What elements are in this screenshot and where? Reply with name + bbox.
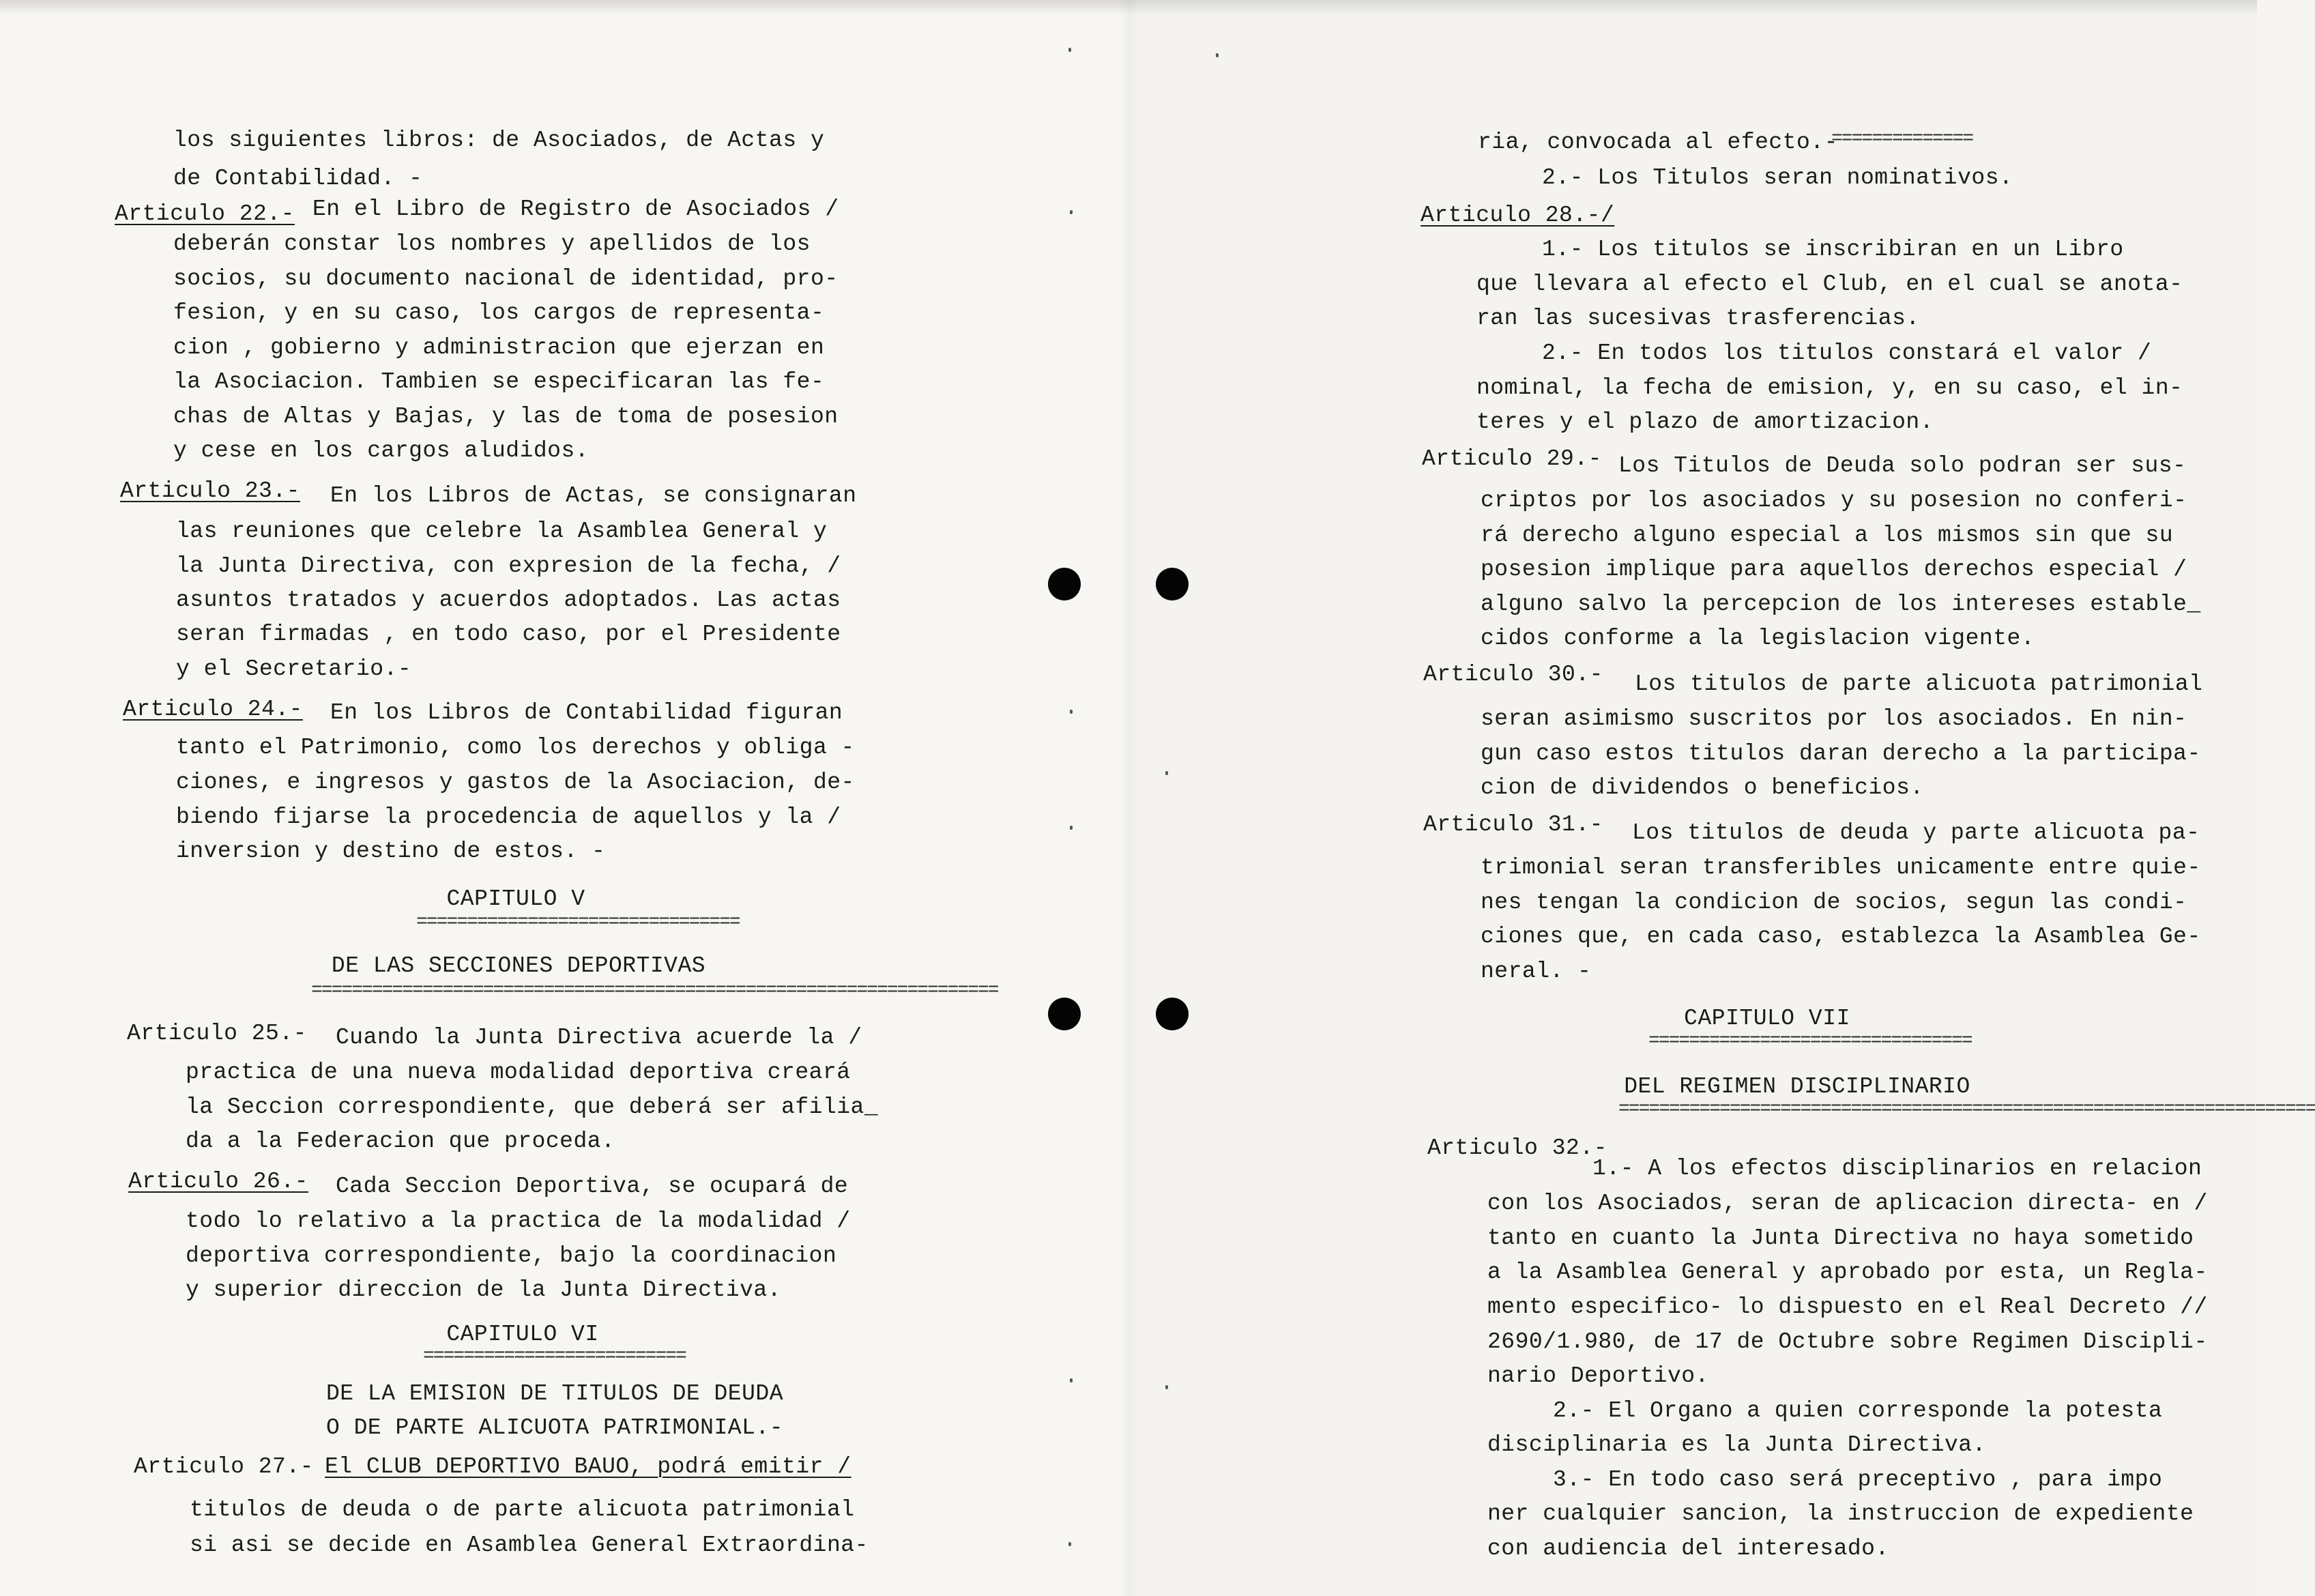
text-line: cion de dividendos o beneficios. — [1481, 775, 1924, 800]
text-line: biendo fijarse la procedencia de aquellos y la / — [176, 804, 841, 830]
text-line: ria, convocada al efecto.- — [1478, 130, 1838, 155]
text-line: En el Libro de Registro de Asociados / — [312, 197, 839, 222]
text-line: a la Asamblea General y aprobado por esta, un Regla- — [1487, 1260, 2208, 1285]
punch-hole — [1048, 568, 1081, 600]
scan-speck — [1070, 710, 1073, 714]
text-line: socios, su documento nacional de identidad, pro- — [173, 266, 839, 291]
text-line: practica de una nueva modalidad deportiva creará — [186, 1060, 851, 1085]
text-line: da a la Federacion que proceda. — [186, 1129, 615, 1154]
scan-speck — [1070, 826, 1073, 830]
text-line: Los titulos de deuda y parte alicuota pa- — [1632, 820, 2200, 845]
text-line: Cuando la Junta Directiva acuerde la / — [336, 1025, 862, 1050]
text-line: titulos de deuda o de parte alicuota patrimonial — [190, 1497, 855, 1522]
text-line: tanto en cuanto la Junta Directiva no haya sometido — [1487, 1225, 2194, 1251]
text-line: las reuniones que celebre la Asamblea General y — [176, 519, 828, 544]
article-label: Articulo 31.- — [1423, 812, 1603, 837]
chapter-title: DE LA EMISION DE TITULOS DE DEUDA — [326, 1381, 784, 1406]
text-line: En los Libros de Actas, se consignaran — [330, 483, 857, 508]
text-line: criptos por los asociados y su posesion no conferi- — [1481, 488, 2187, 513]
text-line: teres y el plazo de amortizacion. — [1476, 409, 1934, 435]
heading-rule: ========================== — [423, 1346, 686, 1367]
article-label: Articulo 29.- — [1422, 446, 1602, 471]
text-line: posesion implique para aquellos derechos especial / — [1481, 557, 2187, 582]
article-label: Articulo 30.- — [1423, 662, 1603, 687]
text-line: ner cualquier sancion, la instruccion de expediente — [1487, 1501, 2194, 1526]
text-line: asuntos tratados y acuerdos adoptados. Las actas — [176, 587, 841, 613]
heading-rule: ===================================================================== — [1618, 1099, 2315, 1120]
text-line: cion , gobierno y administracion que ejerzan en — [173, 335, 825, 360]
text-line: si asi se decide en Asamblea General Extraordina- — [190, 1533, 869, 1558]
chapter-heading: CAPITULO V — [446, 886, 585, 912]
text-line: nario Deportivo. — [1487, 1363, 1709, 1389]
text-line: nes tengan la condicion de socios, segun las condi- — [1481, 890, 2187, 915]
text-line: En los Libros de Contabilidad figuran — [330, 700, 843, 725]
text-line: inversion y destino de estos. - — [176, 839, 606, 864]
article-label: Articulo 26.- — [128, 1169, 308, 1194]
chapter-title: DE LAS SECCIONES DEPORTIVAS — [331, 953, 706, 978]
article-label: Articulo 32.- — [1427, 1135, 1607, 1161]
article-label: Articulo 25.- — [127, 1021, 307, 1046]
punch-hole — [1156, 568, 1189, 600]
text-line: deberán constar los nombres y apellidos de los — [173, 231, 811, 257]
text-line: de Contabilidad. - — [173, 166, 423, 191]
text-line: ciones que, en cada caso, establezca la Asamblea Ge- — [1481, 924, 2201, 949]
heading-rule: ================================ — [416, 912, 740, 933]
text-line: nominal, la fecha de emision, y, en su caso, el in- — [1476, 375, 2183, 401]
scan-speck — [1070, 210, 1073, 214]
scan-speck — [1216, 53, 1219, 57]
text-line: con audiencia del interesado. — [1487, 1536, 1889, 1561]
text-line: neral. - — [1481, 959, 1592, 984]
text-line: mento especifico- lo dispuesto en el Real Decreto // — [1487, 1294, 2208, 1320]
text-line: la Asociacion. Tambien se especificaran las fe- — [173, 369, 825, 394]
text-line: y superior direccion de la Junta Directiva. — [186, 1277, 782, 1303]
text-line: 2.- El Organo a quien corresponde la potesta — [1553, 1398, 2163, 1423]
text-line: deportiva correspondiente, bajo la coordinacion — [186, 1243, 837, 1268]
text-line: alguno salvo la percepcion de los intereses estable_ — [1481, 592, 2201, 617]
text-line: los siguientes libros: de Asociados, de Actas y — [173, 128, 825, 153]
article-label: Articulo 24.- — [123, 697, 303, 722]
text-line: 3.- En todo caso será preceptivo , para impo — [1553, 1467, 2163, 1492]
chapter-title: DEL REGIMEN DISCIPLINARIO — [1624, 1074, 1970, 1099]
text-line: y cese en los cargos aludidos. — [173, 438, 589, 463]
text-line: tanto el Patrimonio, como los derechos y obliga - — [176, 735, 855, 760]
text-line: 1.- Los titulos se inscribiran en un Libro — [1542, 237, 2124, 262]
text-line: gun caso estos titulos daran derecho a la participa- — [1481, 741, 2201, 766]
text-line: seran asimismo suscritos por los asociados. En nin- — [1481, 706, 2187, 731]
text-line: la Junta Directiva, con expresion de la fecha, / — [176, 553, 841, 579]
text-line: rá derecho alguno especial a los mismos sin que su — [1481, 523, 2174, 548]
text-line: Los titulos de parte alicuota patrimonial — [1635, 671, 2203, 697]
scan-speck — [1165, 1385, 1168, 1389]
chapter-heading: CAPITULO VII — [1684, 1006, 1850, 1031]
text-line: fesion, y en su caso, los cargos de representa- — [173, 300, 825, 325]
scan-speck — [1068, 48, 1071, 52]
text-line: todo lo relativo a la practica de la modalidad / — [186, 1208, 851, 1234]
article-label: Articulo 27.- — [134, 1454, 314, 1479]
chapter-title: O DE PARTE ALICUOTA PATRIMONIAL.- — [326, 1415, 784, 1440]
article-label: Articulo 28.-/ — [1421, 203, 1615, 228]
scan-speck — [1070, 1378, 1073, 1382]
text-line: 2.- Los Titulos seran nominativos. — [1542, 165, 2013, 190]
text-line: Cada Seccion Deportiva, se ocupará de — [336, 1174, 849, 1199]
text-line: El CLUB DEPORTIVO BAUO, podrá emitir / — [325, 1454, 851, 1479]
text-line: con los Asociados, seran de aplicacion directa- en / — [1487, 1191, 2208, 1216]
article-label: Articulo 22.- — [115, 201, 295, 227]
text-line: 1.- A los efectos disciplinarios en relacion — [1592, 1156, 2202, 1181]
text-line: chas de Altas y Bajas, y las de toma de posesion — [173, 404, 839, 429]
text-line: Los Titulos de Deuda solo podran ser sus- — [1618, 453, 2187, 478]
dashed-rule: ============== — [1831, 128, 1973, 149]
page-fold — [1119, 0, 1138, 1596]
chapter-heading: CAPITULO VI — [446, 1322, 599, 1347]
heading-rule: ==================================================================== — [311, 980, 998, 1001]
text-line: que llevara al efecto el Club, en el cual se anota- — [1476, 272, 2183, 297]
text-line: 2.- En todos los titulos constará el valor / — [1542, 340, 2152, 366]
text-line: disciplinaria es la Junta Directiva. — [1487, 1432, 1986, 1457]
text-line: trimonial seran transferibles unicamente entre quie- — [1481, 855, 2201, 880]
text-line: 2690/1.980, de 17 de Octubre sobre Regimen Discipli- — [1487, 1329, 2208, 1354]
heading-rule: ================================ — [1648, 1030, 1972, 1051]
scan-speck — [1165, 771, 1168, 775]
punch-hole — [1048, 998, 1081, 1030]
article-label: Articulo 23.- — [120, 478, 300, 504]
text-line: ran las sucesivas trasferencias. — [1476, 306, 1920, 331]
scan-speck — [1068, 1542, 1071, 1546]
text-line: cidos conforme a la legislacion vigente. — [1481, 626, 2035, 651]
text-line: seran firmadas , en todo caso, por el Presidente — [176, 622, 841, 647]
text-line: y el Secretario.- — [176, 656, 412, 682]
text-line: ciones, e ingresos y gastos de la Asociacion, de- — [176, 770, 855, 795]
text-line: la Seccion correspondiente, que deberá ser afilia_ — [186, 1094, 879, 1120]
punch-hole — [1156, 998, 1189, 1030]
